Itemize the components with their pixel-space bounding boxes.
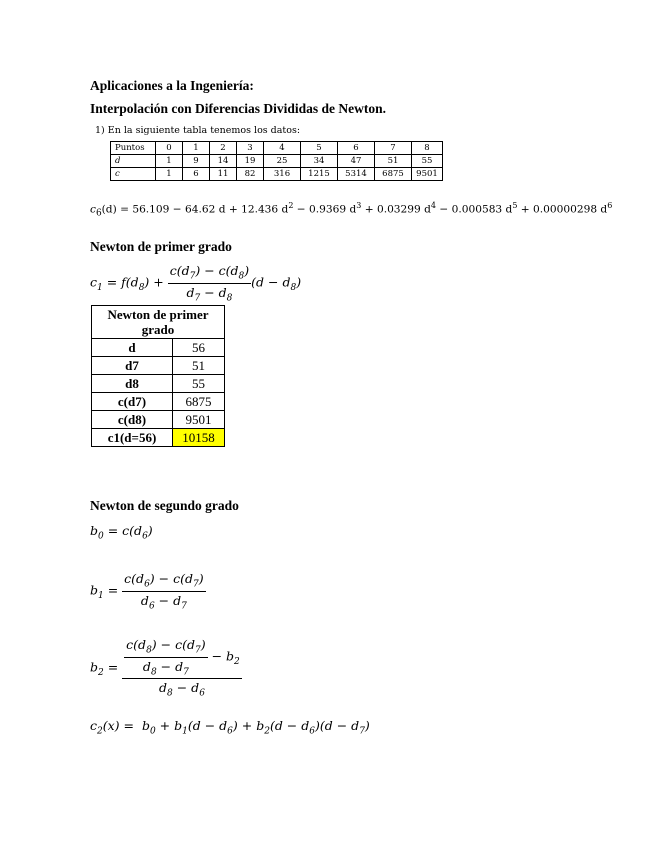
- table-row-d: [111, 155, 443, 168]
- formula-b2: $b_2$ = $\frac{c(d_8) - c(d_7)}{d_8 - d_7}$ − $b_2$ $d_8 - d_6$: [90, 637, 240, 699]
- table-cell: 6875: [375, 168, 412, 181]
- table-row-c: [111, 168, 443, 181]
- polynomial-equation: $c_6(d) = 56.109 - 64.62$ d + 12.436 $d^2 - 0.9369$ $d^3 + 0.03299$ $d^4 - 0.000583$ $d^5 + 0.00000298$ $d^6$: [90, 201, 613, 219]
- row-value: 56: [173, 339, 225, 357]
- table-row: [92, 429, 225, 447]
- table-cell: 14: [210, 155, 237, 168]
- table-title: Newton de primer grado: [92, 306, 225, 339]
- heading-interpolation: Interpolación con Diferencias Divididas de Newton.: [90, 101, 386, 116]
- table-cell: 6: [183, 168, 210, 181]
- row-label: c(d8): [92, 411, 173, 429]
- newton-first-degree-table: [91, 305, 225, 447]
- table-cell: 6: [338, 142, 375, 155]
- row-label: d: [92, 339, 173, 357]
- table-row: [92, 339, 225, 357]
- table-cell: 0: [156, 142, 183, 155]
- table-cell: 19: [237, 155, 264, 168]
- table-cell: 316: [264, 168, 301, 181]
- table-row-points: [111, 142, 443, 155]
- table-cell: 34: [301, 155, 338, 168]
- row-value: 51: [173, 357, 225, 375]
- formula-c2: $c_2(x) = b_0 + b_1(d - d_6) + b_2(d - d_6)(d - d_7)$: [90, 718, 370, 737]
- table-cell: 5: [301, 142, 338, 155]
- table-row: [92, 357, 225, 375]
- row-label: c1(d=56): [92, 429, 173, 447]
- table-cell: 5314: [338, 168, 375, 181]
- section-second-degree-title: Newton de segundo grado: [90, 498, 239, 513]
- table-row: [92, 306, 225, 339]
- table-cell: 11: [210, 168, 237, 181]
- table-cell: 1215: [301, 168, 338, 181]
- table-cell: 7: [375, 142, 412, 155]
- table-cell: 51: [375, 155, 412, 168]
- table-cell: 1: [156, 155, 183, 168]
- formula-b1: $b_1$ = $\frac{c(d_6) - c(d_7)}{d_6 - d_7}$: [90, 571, 204, 611]
- table-cell: 55: [412, 155, 443, 168]
- problem-text: En la siguiente tabla tenemos los datos:: [107, 125, 301, 136]
- row-label: c(d7): [92, 393, 173, 411]
- table-row-label: d: [111, 155, 156, 168]
- table-cell: 3: [237, 142, 264, 155]
- table-row-label: c: [111, 168, 156, 181]
- table-cell: 9501: [412, 168, 443, 181]
- row-value: 55: [173, 375, 225, 393]
- table-cell: 9: [183, 155, 210, 168]
- problem-number: 1): [95, 125, 105, 136]
- table-row: [92, 411, 225, 429]
- row-label: d8: [92, 375, 173, 393]
- table-cell: 1: [183, 142, 210, 155]
- table-cell: 82: [237, 168, 264, 181]
- table-cell: 4: [264, 142, 301, 155]
- data-table: [110, 141, 443, 181]
- table-row: [92, 375, 225, 393]
- table-cell: 25: [264, 155, 301, 168]
- table-cell: 2: [210, 142, 237, 155]
- table-cell: 8: [412, 142, 443, 155]
- formula-c1: $c_1 = f(d_8)$ + $\frac{c(d_7) - c(d_8)}{d_7 - d_8}$ $(d - d_8)$: [90, 263, 302, 303]
- section-first-degree-title: Newton de primer grado: [90, 239, 232, 254]
- table-row: [92, 393, 225, 411]
- table-header-label: Puntos: [111, 142, 156, 155]
- table-cell: 1: [156, 168, 183, 181]
- heading-applications: Aplicaciones a la Ingeniería:: [90, 78, 254, 93]
- row-value: 6875: [173, 393, 225, 411]
- table-cell: 47: [338, 155, 375, 168]
- row-label: d7: [92, 357, 173, 375]
- result-value: 10158: [173, 429, 225, 447]
- problem-statement: [95, 125, 300, 136]
- row-value: 9501: [173, 411, 225, 429]
- formula-b0: $b_0 = c(d_6)$: [90, 523, 153, 542]
